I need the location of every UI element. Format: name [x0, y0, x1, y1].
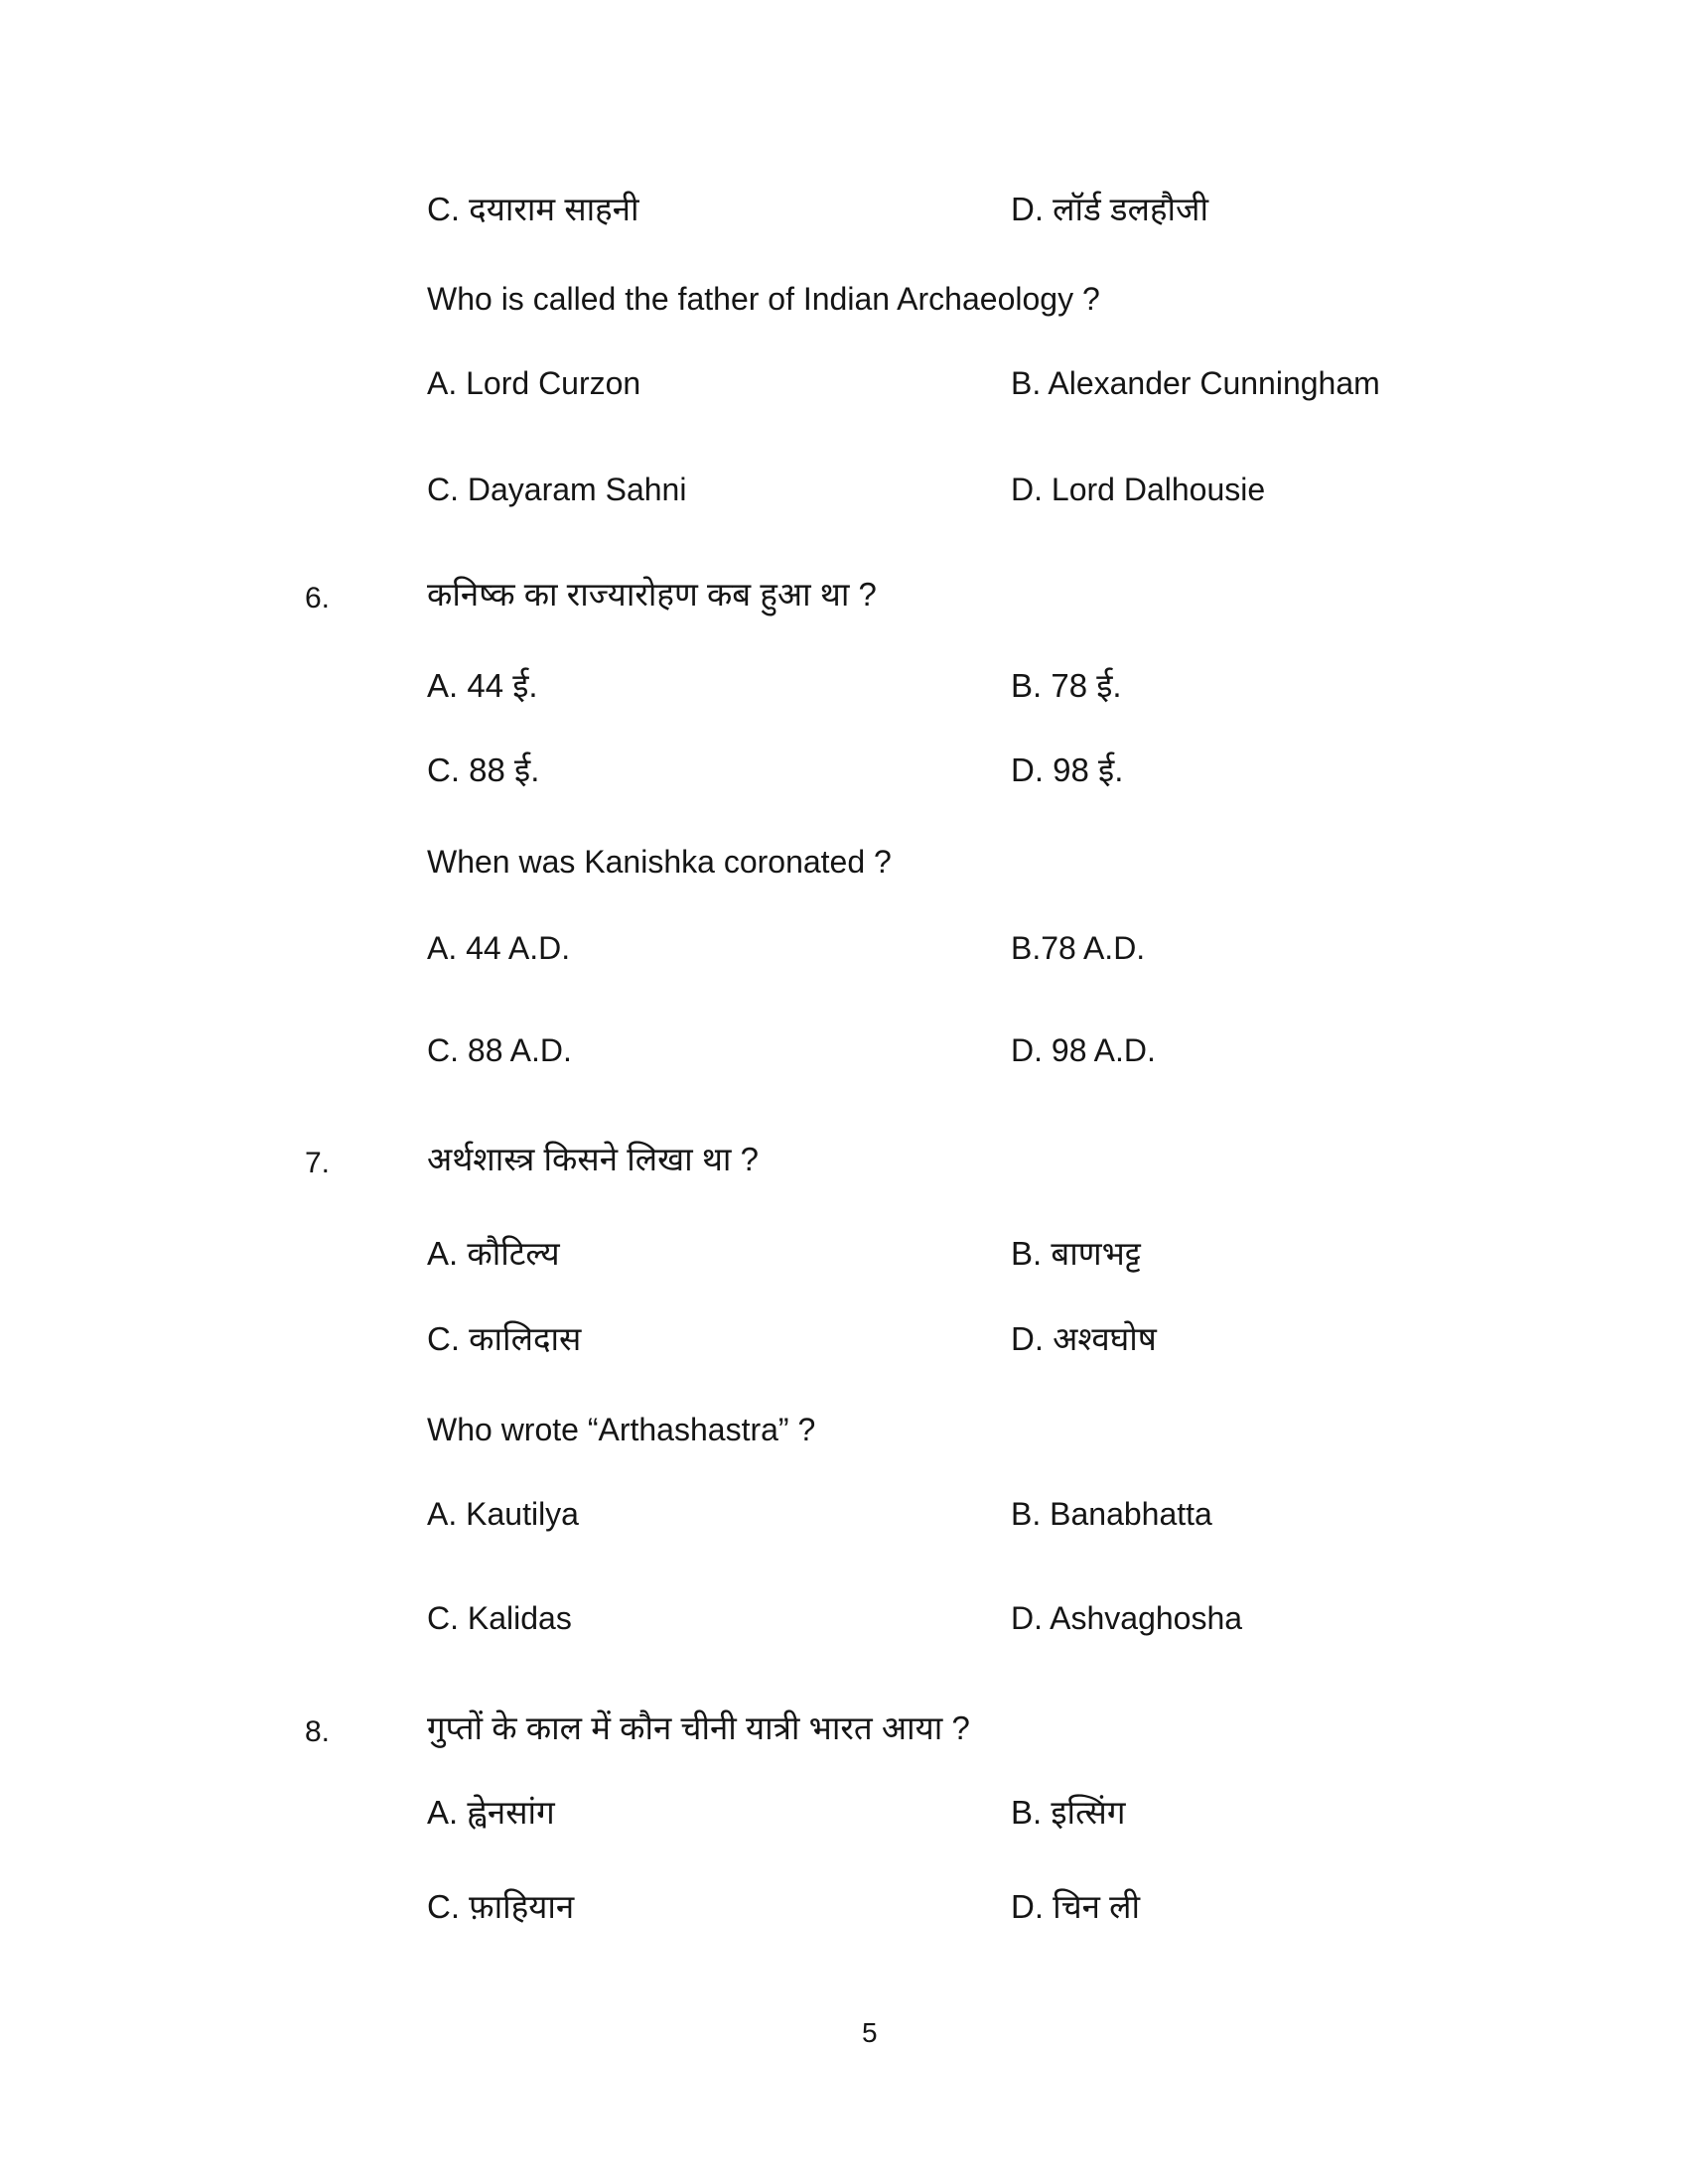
q7-question-english: Who wrote “Arthashastra” ?: [427, 1412, 816, 1447]
q5-question-english: Who is called the father of Indian Archaeology ?: [427, 281, 1100, 317]
q6-option-c-hindi: C. 88 ई.: [427, 751, 540, 788]
q5-option-b-english: B. Alexander Cunningham: [1011, 365, 1380, 401]
q6-option-a-english: A. 44 A.D.: [427, 930, 571, 966]
q5-option-c-hindi: C. दयाराम साहनी: [427, 191, 639, 227]
q7-option-c-english: C. Kalidas: [427, 1600, 572, 1636]
q6-question-hindi: कनिष्क का राज्यारोहण कब हुआ था ?: [427, 576, 877, 613]
q7-option-a-english: A. Kautilya: [427, 1496, 579, 1532]
q7-option-b-hindi: B. बाणभट्ट: [1011, 1235, 1141, 1272]
q6-option-b-english: B.78 A.D.: [1011, 930, 1146, 966]
q6-option-a-hindi: A. 44 ई.: [427, 667, 538, 704]
page-number: 5: [862, 2017, 878, 2048]
q5-option-d-english: D. Lord Dalhousie: [1011, 472, 1266, 507]
q7-option-c-hindi: C. कालिदास: [427, 1320, 582, 1357]
q7-option-a-hindi: A. कौटिल्य: [427, 1235, 560, 1272]
q8-option-d-hindi: D. चिन ली: [1011, 1888, 1141, 1925]
q8-option-a-hindi: A. ह्वेनसांग: [427, 1794, 555, 1831]
q7-option-d-hindi: D. अश्वघोष: [1011, 1320, 1157, 1357]
q8-number: 8.: [305, 1715, 331, 1748]
q6-option-b-hindi: B. 78 ई.: [1011, 667, 1122, 704]
q7-number: 7.: [305, 1147, 331, 1179]
q8-option-b-hindi: B. इत्सिंग: [1011, 1794, 1126, 1831]
q6-question-english: When was Kanishka coronated ?: [427, 844, 892, 880]
q6-option-d-hindi: D. 98 ई.: [1011, 751, 1124, 788]
q6-option-d-english: D. 98 A.D.: [1011, 1032, 1156, 1068]
q5-option-c-english: C. Dayaram Sahni: [427, 472, 687, 507]
q8-question-hindi: गुप्तों के काल में कौन चीनी यात्री भारत आया ?: [427, 1709, 970, 1746]
q6-option-c-english: C. 88 A.D.: [427, 1032, 572, 1068]
q5-option-a-english: A. Lord Curzon: [427, 365, 641, 401]
q5-option-d-hindi: D. लॉर्ड डलहौजी: [1011, 191, 1209, 227]
q8-option-c-hindi: C. फ़ाहियान: [427, 1888, 575, 1925]
q7-option-b-english: B. Banabhatta: [1011, 1496, 1212, 1532]
q7-question-hindi: अर्थशास्त्र किसने लिखा था ?: [427, 1141, 759, 1177]
q6-number: 6.: [305, 582, 331, 614]
q7-option-d-english: D. Ashvaghosha: [1011, 1600, 1243, 1636]
